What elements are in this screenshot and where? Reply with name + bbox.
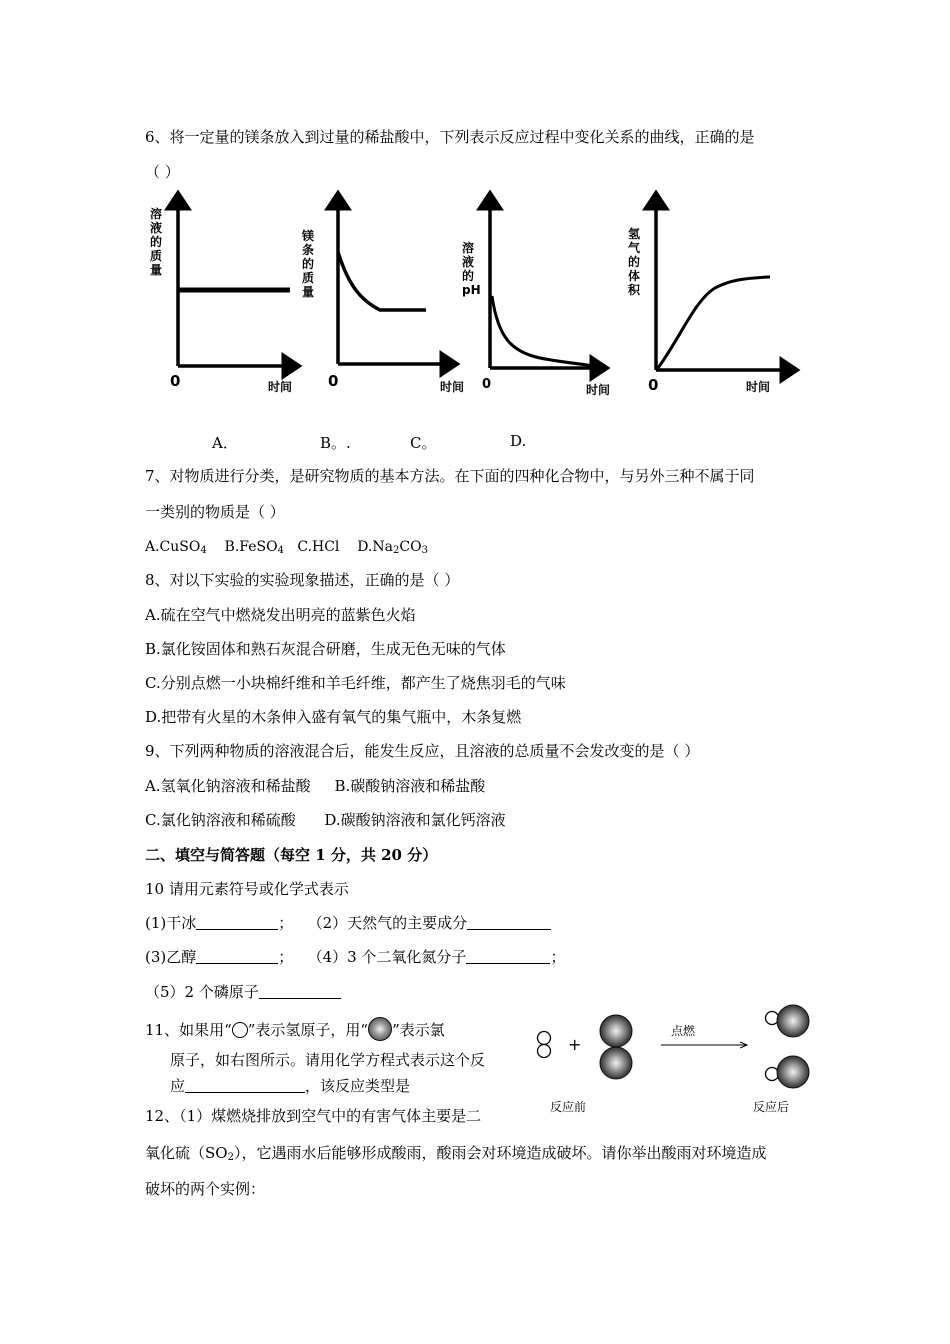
graph-b-curve bbox=[338, 252, 426, 310]
q7-option-d: $D.Na_2CO_3$ bbox=[357, 539, 428, 556]
q12-line1: 12、（1）煤燃烧排放到空气中的有害气体主要是二 bbox=[145, 1107, 482, 1125]
q7-option-a: A.CuSO$_4$ bbox=[145, 539, 207, 556]
q7-line2: 一类别的物质是（ ） bbox=[145, 503, 285, 521]
q6-option-c: C。 bbox=[410, 434, 437, 452]
q10-row2: (3)乙醇 ； （4）3 个二氧化氮分子 ； bbox=[145, 948, 566, 966]
q7-line1: 7、对物质进行分类，是研究物质的基本方法。在下面的四种化合物中，与另外三种不属于同 bbox=[145, 467, 755, 485]
q10-row1: (1)干冰 ； （2）天然气的主要成分 bbox=[145, 913, 551, 933]
graph-d-xlabel: 时间 bbox=[746, 380, 771, 394]
plus-sign: + bbox=[568, 1035, 582, 1054]
q8-stem: 8、对以下实验的实验现象描述，正确的是（ ） bbox=[145, 571, 460, 589]
q9-options-cd bbox=[145, 810, 506, 830]
q10-stem: 10 请用元素符号或化学式表示 bbox=[145, 880, 349, 898]
graph-d-origin: 0 bbox=[648, 376, 659, 394]
q10-blank-4[interactable] bbox=[466, 948, 550, 964]
q11-line1: 11、如果用“ ”表示氢原子，用“ ”表示氯 bbox=[145, 1017, 445, 1041]
chlorine-molecule bbox=[600, 1015, 632, 1079]
hcl-molecule-2 bbox=[766, 1056, 810, 1088]
hydrogen-molecule bbox=[538, 1032, 551, 1058]
reaction-diagram bbox=[528, 1000, 828, 1125]
graph-d bbox=[628, 200, 790, 394]
graph-a-ylabel: 溶 液 的 质 量 bbox=[150, 207, 163, 277]
q9-option-d: D.碳酸钠溶液和氯化钙溶液 bbox=[324, 811, 506, 829]
q6-graphs bbox=[140, 188, 820, 408]
q6-option-d: D. bbox=[510, 432, 527, 450]
q6-paren: （ ） bbox=[145, 163, 180, 181]
q10-blank-1[interactable] bbox=[196, 914, 278, 930]
reaction-arrow bbox=[661, 1023, 746, 1045]
q11-blank[interactable] bbox=[185, 1077, 305, 1093]
hcl-molecule-1 bbox=[766, 1005, 810, 1037]
graph-b-origin: 0 bbox=[328, 372, 339, 390]
q10-row3: （5）2 个磷原子 bbox=[145, 982, 341, 1002]
graph-c-xlabel: 时间 bbox=[586, 383, 611, 397]
chlorine-atom-icon bbox=[368, 1017, 392, 1041]
q6-stem: 6、将一定量的镁条放入到过量的稀盐酸中，下列表示反应过程中变化关系的曲线，正确的是 bbox=[145, 128, 755, 146]
hydrogen-atom-icon bbox=[232, 1022, 248, 1038]
q8-option-c: C.分别点燃一小块棉纤维和羊毛纤维，都产生了烧焦羽毛的气味 bbox=[145, 674, 566, 692]
q7-option-c: C.HCl bbox=[297, 539, 340, 555]
q8-option-b: B.氯化铵固体和熟石灰混合研磨，生成无色无味的气体 bbox=[145, 640, 506, 658]
q10-blank-5[interactable] bbox=[259, 983, 341, 999]
arrow-label: 点燃 bbox=[671, 1024, 696, 1038]
graph-c-curve bbox=[492, 296, 596, 366]
q10-blank-3[interactable] bbox=[196, 948, 278, 964]
q12-line3: 破坏的两个实例： bbox=[145, 1180, 266, 1198]
before-label: 反应前 bbox=[550, 1100, 587, 1114]
after-label: 反应后 bbox=[753, 1100, 790, 1114]
graph-a-origin: 0 bbox=[170, 372, 181, 390]
q9-option-b: B.碳酸钠溶液和稀盐酸 bbox=[334, 777, 486, 795]
graph-b-xlabel: 时间 bbox=[440, 380, 465, 394]
q9-stem: 9、下列两种物质的溶液混合后，能发生反应，且溶液的总质量不会发改变的是（ ） bbox=[145, 742, 700, 760]
graph-c-ylabel: 溶 液 的 pH bbox=[462, 241, 481, 297]
q8-option-a: A.硫在空气中燃烧发出明亮的蓝紫色火焰 bbox=[145, 606, 416, 624]
q10-blank-2[interactable] bbox=[467, 914, 551, 930]
graph-c-origin: 0 bbox=[482, 377, 492, 392]
graph-d-ylabel: 氢 气 的 体 积 bbox=[628, 227, 641, 297]
q12-line2: 氧化硫$(SO_2)$，它遇雨水后能够形成酸雨，酸雨会对环境造成破坏。请你举出酸雨对环境造成 bbox=[145, 1144, 767, 1163]
q9-options-ab bbox=[145, 776, 485, 796]
section2-heading: 二、填空与简答题（每空 1 分，共 20 分） bbox=[145, 846, 438, 864]
q9-option-c: C.氯化钠溶液和稀硫酸 bbox=[145, 811, 296, 829]
q8-option-d: D.把带有火星的木条伸入盛有氧气的集气瓶中，木条复燃 bbox=[145, 708, 522, 726]
q11-line3: 应 ，该反应类型是 bbox=[170, 1077, 411, 1095]
graph-b-ylabel: 镁 条 的 质 量 bbox=[302, 229, 315, 299]
q6-option-b: B。. bbox=[320, 434, 351, 452]
q11-line2: 原子，如右图所示。请用化学方程式表示这个反 bbox=[170, 1051, 486, 1069]
q6-option-a: A． bbox=[212, 434, 238, 452]
graph-c bbox=[462, 200, 610, 397]
graph-a bbox=[150, 200, 292, 394]
graph-b bbox=[301, 200, 464, 394]
q7-options bbox=[145, 537, 428, 561]
q7-option-b: B.FeSO$_4$ bbox=[224, 539, 284, 556]
graph-d-curve bbox=[658, 277, 770, 368]
q9-option-a: A.氢氧化钠溶液和稀盐酸 bbox=[145, 777, 311, 795]
graph-a-xlabel: 时间 bbox=[268, 380, 293, 394]
